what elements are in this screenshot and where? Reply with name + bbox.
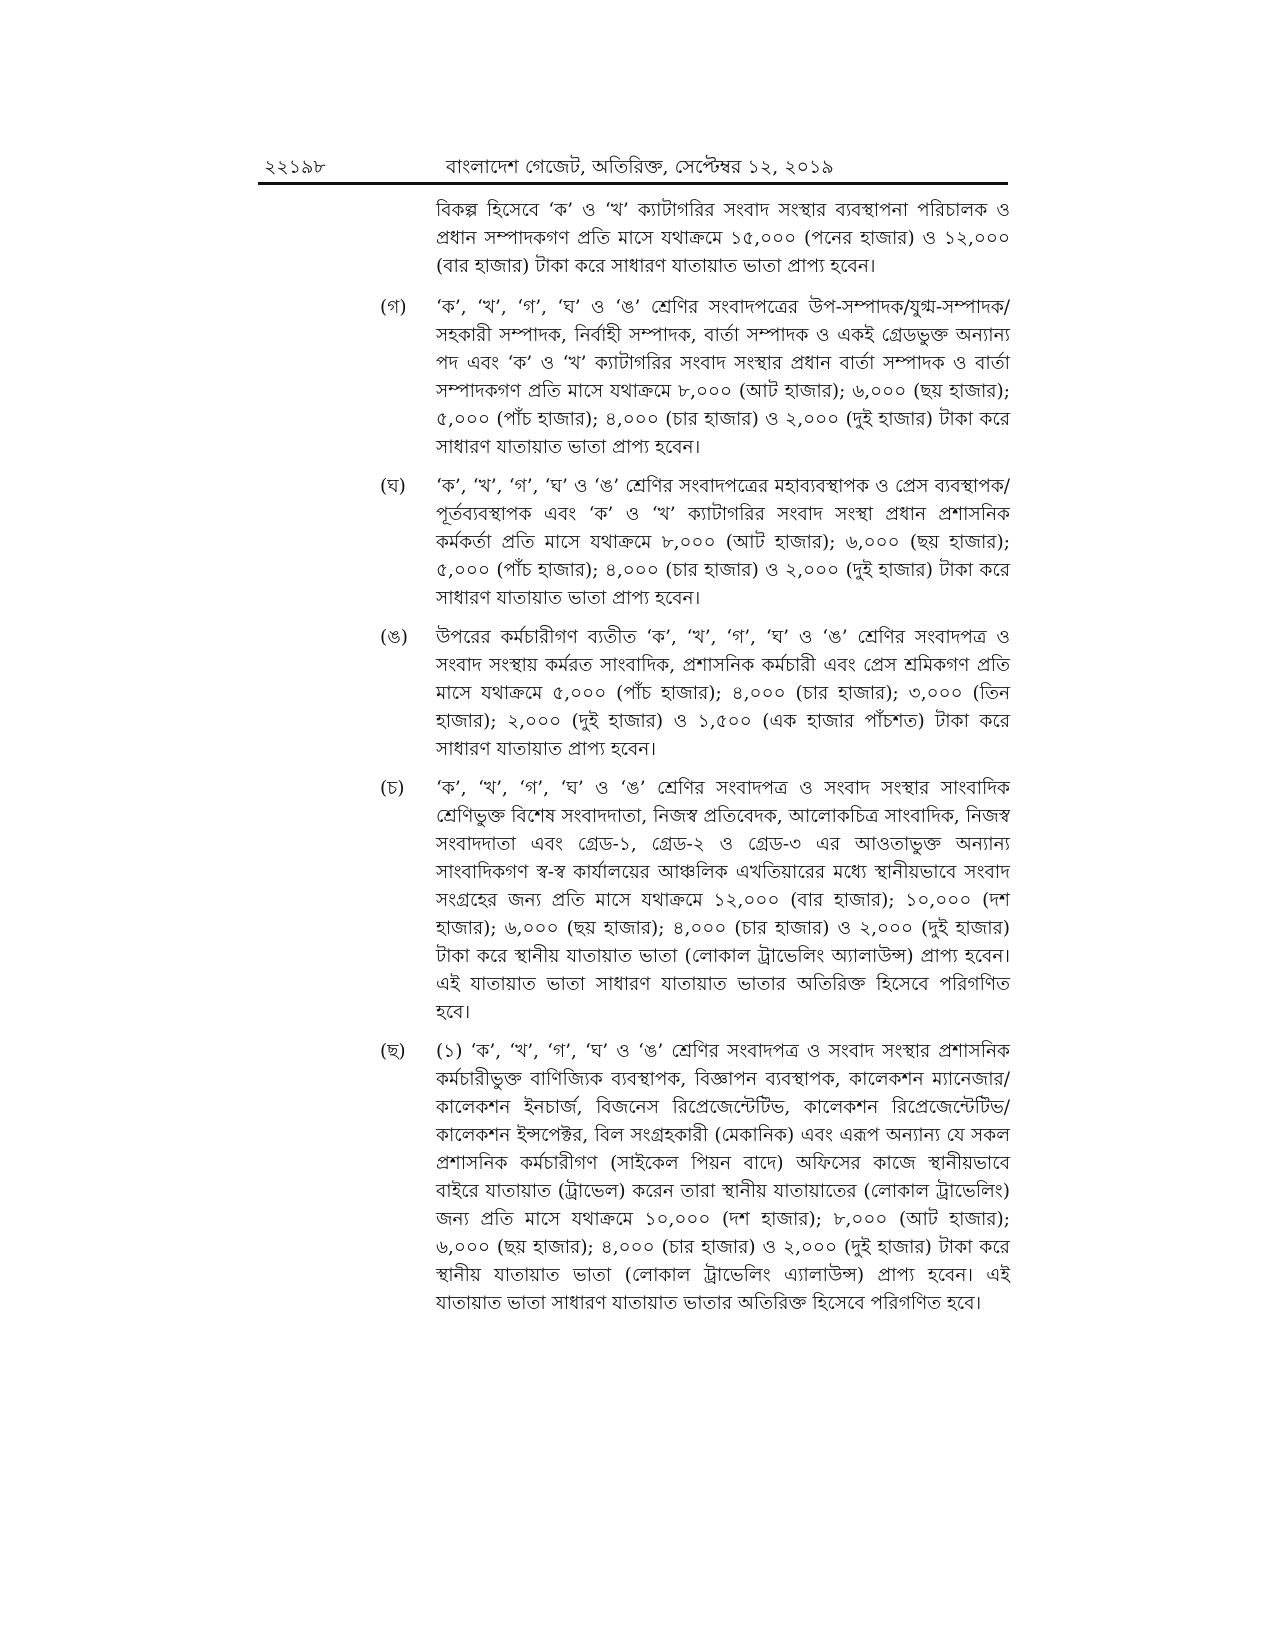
clause-marker: (ছ) <box>380 1041 406 1062</box>
clause-ga <box>380 294 1010 462</box>
clause-text: ‘ক’, ‘খ’, ‘গ’, ‘ঘ’ ও ‘ঙ’ শ্রেণির সংবাদপত্রের মহাব্যবস্থাপক ও প্রেস ব্যবস্থাপক/পূর্তব্যবস্থাপক এবং ‘ক’ ও ‘খ’ ক্যাটাগরির সংবাদ সংস্থা প্রধান প্রশাসনিক কর্মকর্তা প্রতি মাসে যথাক্রমে ৮,০০০ (আট হাজার); ৬,০০০ (ছয় হাজার); ৫,০০০ (পাঁচ হাজার); ৪,০০০ (চার হাজার) ও ২,০০০ (দুই হাজার) টাকা করে সাধারণ যাতায়াত ভাতা প্রাপ্য হবেন। <box>436 476 1010 609</box>
clause-text: উপরের কর্মচারীগণ ব্যতীত ‘ক’, ‘খ’, ‘গ’, ‘ঘ’ ও ‘ঙ’ শ্রেণির সংবাদপত্র ও সংবাদ সংস্থায় কর্মরত সাংবাদিক, প্রশাসনিক কর্মচারী এবং প্রেস শ্রমিকগণ প্রতি মাসে যথাক্রমে ৫,০০০ (পাঁচ হাজার); ৪,০০০ (চার হাজার); ৩,০০০ (তিন হাজার); ২,০০০ (দুই হাজার) ও ১,৫০০ (এক হাজার পাঁচশত) টাকা করে সাধারণ যাতায়াত প্রাপ্য হবেন। <box>436 627 1010 760</box>
page-header <box>258 150 1008 184</box>
clause-marker: (ঘ) <box>380 476 406 497</box>
clause-text: (১) ‘ক’, ‘খ’, ‘গ’, ‘ঘ’ ও ‘ঙ’ শ্রেণির সংবাদপত্র ও সংবাদ সংস্থার প্রশাসনিক কর্মচারীভুক্ত বাণিজ্যিক ব্যবস্থাপক, বিজ্ঞাপন ব্যবস্থাপক, কালেকশন ম্যানেজার/কালেকশন ইনচার্জ, বিজনেস রিপ্রেজেন্টেটিভ, কালেকশন রিপ্রেজেন্টেটিভ/কালেকশন ইন্সপেক্টর, বিল সংগ্রহকারী (মেকানিক) এবং এরূপ অন্যান্য যে সকল প্রশাসনিক কর্মচারীগণ (সাইকেল পিয়ন বাদে) অফিসের কাজে স্থানীয়ভাবে বাইরে যাতায়াত (ট্রাভেল) করেন তারা স্থানীয় যাতায়াতের (লোকাল ট্রাভেলিং) জন্য প্রতি মাসে যথাক্রমে ১০,০০০ (দশ হাজার); ৮,০০০ (আট হাজার); ৬,০০০ (ছয় হাজার); ৪,০০০ (চার হাজার) ও ২,০০০ (দুই হাজার) টাকা করে স্থানীয় যাতায়াত ভাতা (লোকাল ট্রাভেলিং এ্যালাউন্স) প্রাপ্য হবেন। এই যাতায়াত ভাতা সাধারণ যাতায়াত ভাতার অতিরিক্ত হিসেবে পরিগণিত হবে। <box>436 1041 1010 1314</box>
clause-gha <box>380 473 1010 613</box>
clause-marker: (ঙ) <box>380 627 409 648</box>
clause-cha <box>380 775 1010 1027</box>
clause-uma <box>380 624 1010 764</box>
page-number: ২২১৯৮ <box>264 156 326 178</box>
clause-text: ‘ক’, ‘খ’, ‘গ’, ‘ঘ’ ও ‘ঙ’ শ্রেণির সংবাদপত্র ও সংবাদ সংস্থার সাংবাদিক শ্রেণিভুক্ত বিশেষ সংবাদদাতা, নিজস্ব প্রতিবেদক, আলোকচিত্র সাংবাদিক, নিজস্ব সংবাদদাতা এবং গ্রেড-১, গ্রেড-২ ও গ্রেড-৩ এর আওতাভুক্ত অন্যান্য সাংবাদিকগণ স্ব-স্ব কার্যালয়ের আঞ্চলিক এখতিয়ারের মধ্যে স্থানীয়ভাবে সংবাদ সংগ্রহের জন্য প্রতি মাসে যথাক্রমে ১২,০০০ (বার হাজার); ১০,০০০ (দশ হাজার); ৬,০০০ (ছয় হাজার); ৪,০০০ (চার হাজার) ও ২,০০০ (দুই হাজার) টাকা করে স্থানীয় যাতায়াত ভাতা (লোকাল ট্রাভেলিং অ্যালাউন্স) প্রাপ্য হবেন। এই যাতায়াত ভাতা সাধারণ যাতায়াত ভাতার অতিরিক্ত হিসেবে পরিগণিত হবে। <box>436 778 1010 1023</box>
continued-paragraph: বিকল্প হিসেবে ‘ক’ ও ‘খ’ ক্যাটাগরির সংবাদ সংস্থার ব্যবস্থাপনা পরিচালক ও প্রধান সম্পাদকগণ প্রতি মাসে যথাক্রমে ১৫,০০০ (পনের হাজার) ও ১২,০০০ (বার হাজার) টাকা করে সাধারণ যাতায়াত ভাতা প্রাপ্য হবেন। <box>436 200 1010 277</box>
page-body <box>380 197 1010 1318</box>
clause-text: ‘ক’, ‘খ’, ‘গ’, ‘ঘ’ ও ‘ঙ’ শ্রেণির সংবাদপত্রের উপ-সম্পাদক/যুগ্ম-সম্পাদক/সহকারী সম্পাদক, নির্বাহী সম্পাদক, বার্তা সম্পাদক ও একই গ্রেডভুক্ত অন্যান্য পদ এবং ‘ক’ ও ‘খ’ ক্যাটাগরির সংবাদ সংস্থার প্রধান বার্তা সম্পাদক ও বার্তা সম্পাদকগণ প্রতি মাসে যথাক্রমে ৮,০০০ (আট হাজার); ৬,০০০ (ছয় হাজার); ৫,০০০ (পাঁচ হাজার); ৪,০০০ (চার হাজার) ও ২,০০০ (দুই হাজার) টাকা করে সাধারণ যাতায়াত ভাতা প্রাপ্য হবেন। <box>436 297 1010 458</box>
header-rule <box>258 182 1008 185</box>
running-head: বাংলাদেশ গেজেট, অতিরিক্ত, সেপ্টেম্বর ১২, ২০১৯ <box>446 156 834 178</box>
clause-marker: (চ) <box>380 778 405 799</box>
clause-marker: (গ) <box>380 297 407 318</box>
clause-chha <box>380 1038 1010 1318</box>
